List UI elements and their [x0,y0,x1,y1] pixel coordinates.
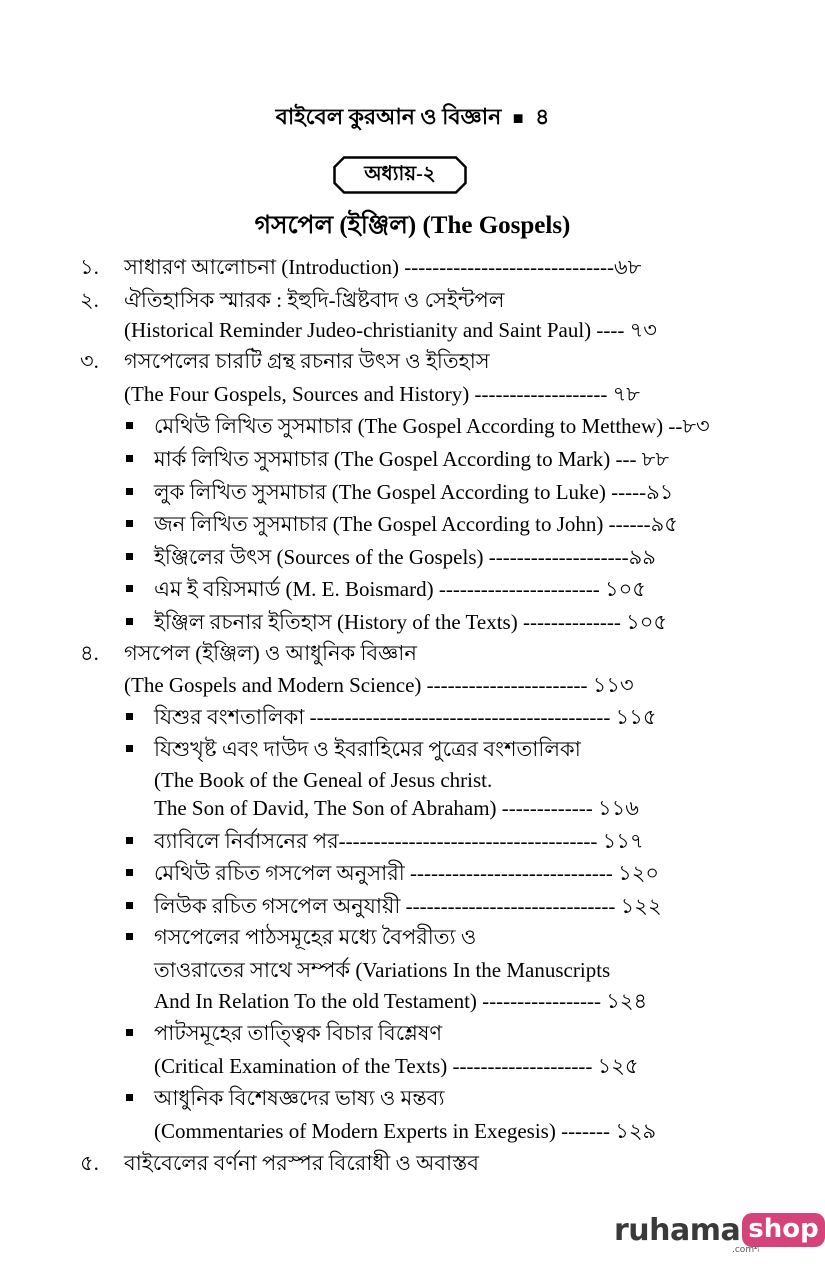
toc-entry [0,607,825,637]
toc-entry [0,346,825,376]
bullet-icon [126,933,133,940]
bullet-icon [126,869,133,876]
toc-entry-text: ইঞ্জিলের উৎস (Sources of the Gospels) --------------------৯৯ [154,545,656,569]
toc-entry-text: গসপেল (ইঞ্জিল) ও আধুনিক বিজ্ঞান [124,641,417,665]
toc-entry [0,986,825,1016]
bullet-icon [126,1029,133,1036]
toc-entry-text: ঐতিহাসিক স্মারক : ইহুদি-খ্রিষ্টবাদ ও সেইন্টপল [124,288,505,312]
toc-entry [0,477,825,507]
toc-entry-text: যিশুখৃষ্ট এবং দাউদ ও ইবরাহিমের পুত্রের বংশতালিকা [154,737,581,761]
toc-entry [0,379,825,409]
bullet-icon [126,1094,133,1101]
chapter-title: গসপেল (ইঞ্জিল) (The Gospels) [254,212,571,239]
toc-entry-text: The Son of David, The Son of Abraham) ------------- ১১৬ [154,796,639,820]
bullet-icon [126,553,133,560]
toc-entry-text: And In Relation To the old Testament) ----------------- ১২৪ [154,989,648,1013]
toc-entry-text: (The Four Gospels, Sources and History) ------------------- ৭৮ [124,382,640,406]
toc-entry-number: ১. [80,255,99,279]
toc-entry [0,702,825,732]
toc-entry [0,922,825,952]
toc-entry-text: মেথিউ লিখিত সুসমাচার (The Gospel According to Metthew) --৮৩ [154,414,710,438]
toc-entry-text: লিউক রচিত গসপেল অনুযায়ী ------------------------------ ১২২ [154,894,662,918]
toc-entry-number: ৫. [80,1151,99,1175]
toc-entry-text: (Critical Examination of the Texts) -------------------- ১২৫ [154,1054,639,1078]
toc-entry [0,509,825,539]
toc-entry [0,1116,825,1146]
bullet-icon [126,618,133,625]
toc-entry-number: ৪. [80,641,99,665]
toc-entry [0,638,825,668]
toc-entry-text: (The Book of the Geneal of Jesus christ. [154,768,493,792]
running-header [0,100,825,137]
toc-entry [0,444,825,474]
bullet-icon [126,422,133,429]
toc-entry-text: জন লিখিত সুসমাচার (The Gospel According to John) ------৯৫ [154,512,678,536]
toc-entry [0,574,825,604]
book-title: বাইবেল কুরআন ও বিজ্ঞান [275,104,502,129]
toc-entry [0,411,825,441]
toc-entry-number: ৩. [80,349,99,373]
toc-entry [0,891,825,921]
logo-text-ruhama: ruhama [614,1212,741,1248]
toc-entry [0,793,825,823]
toc-entry [0,955,825,985]
bullet-icon [126,488,133,495]
toc-entry [0,1018,825,1048]
toc-entry-text: গসপেলের চারটি গ্রন্থ রচনার উৎস ও ইতিহাস [124,349,490,373]
bullet-icon [126,713,133,720]
ruhamashop-logo [614,1210,825,1255]
toc-entry-text: ইঞ্জিল রচনার ইতিহাস (History of the Texts) -------------- ১০৫ [154,610,668,634]
bullet-icon [126,455,133,462]
toc-entry-text: এম ই বয়িসমার্ড (M. E. Boismard) ----------------------- ১০৫ [154,577,646,601]
toc-entry-text: লুক লিখিত সুসমাচার (The Gospel According to Luke) -----৯১ [154,480,674,504]
toc-entry [0,1148,825,1178]
toc-entry [0,1051,825,1081]
toc-entry [0,285,825,315]
toc-entry-text: (Historical Reminder Judeo-christianity and Saint Paul) ---- ৭৩ [124,318,657,342]
toc-entry-text: পাটসমূহের তাত্ত্বিক বিচার বিশ্লেষণ [154,1021,443,1045]
toc-entry [0,1083,825,1113]
logo-text-domain: .comশ [732,1245,760,1255]
separator: ■ [512,108,524,128]
toc-entry-text: (The Gospels and Modern Science) ----------------------- ১১৩ [124,673,634,697]
toc-entry-number: ২. [80,288,99,312]
toc-entry-text: মেথিউ রচিত গসপেল অনুসারী ----------------------------- ১২০ [154,861,660,885]
bullet-icon [126,902,133,909]
toc-entry [0,734,825,764]
toc-entry-text: গসপেলের পাঠসমূহের মধ্যে বৈপরীত্য ও [154,925,477,949]
page-number: ৪ [535,104,550,129]
logo-text-shop: shop [742,1213,824,1247]
toc-entry-text: মার্ক লিখিত সুসমাচার (The Gospel According to Mark) --- ৮৮ [154,447,670,471]
toc-entry [0,826,825,856]
toc-entry [0,315,825,345]
bullet-icon [126,520,133,527]
toc-entry [0,252,825,282]
toc-entry-text: সাধারণ আলোচনা (Introduction) ------------------------------৬৮ [124,255,642,279]
bullet-icon [126,745,133,752]
toc-entry [0,670,825,700]
chapter-label: অধ্যায়-২ [364,162,436,185]
toc-entry [0,765,825,795]
toc-entry-text: বাইবেলের বর্ণনা পরস্পর বিরোধী ও অবাস্তব [124,1151,479,1175]
bullet-icon [126,585,133,592]
toc-entry [0,858,825,888]
toc-entry [0,542,825,572]
toc-entry-text: (Commentaries of Modern Experts in Exegesis) ------- ১২৯ [154,1119,657,1143]
toc-entry-text: আধুনিক বিশেষজ্ঞদের ভাষ্য ও মন্তব্য [154,1086,445,1110]
toc-entry-text: ব্যাবিলে নির্বাসনের পর------------------------------------- ১১৭ [154,829,644,853]
bullet-icon [126,837,133,844]
toc-entry-text: যিশুর বংশতালিকা ------------------------------------------- ১১৫ [154,705,657,729]
toc-entry-text: তাওরাতের সাথে সম্পর্ক (Variations In the Manuscripts [154,958,611,982]
